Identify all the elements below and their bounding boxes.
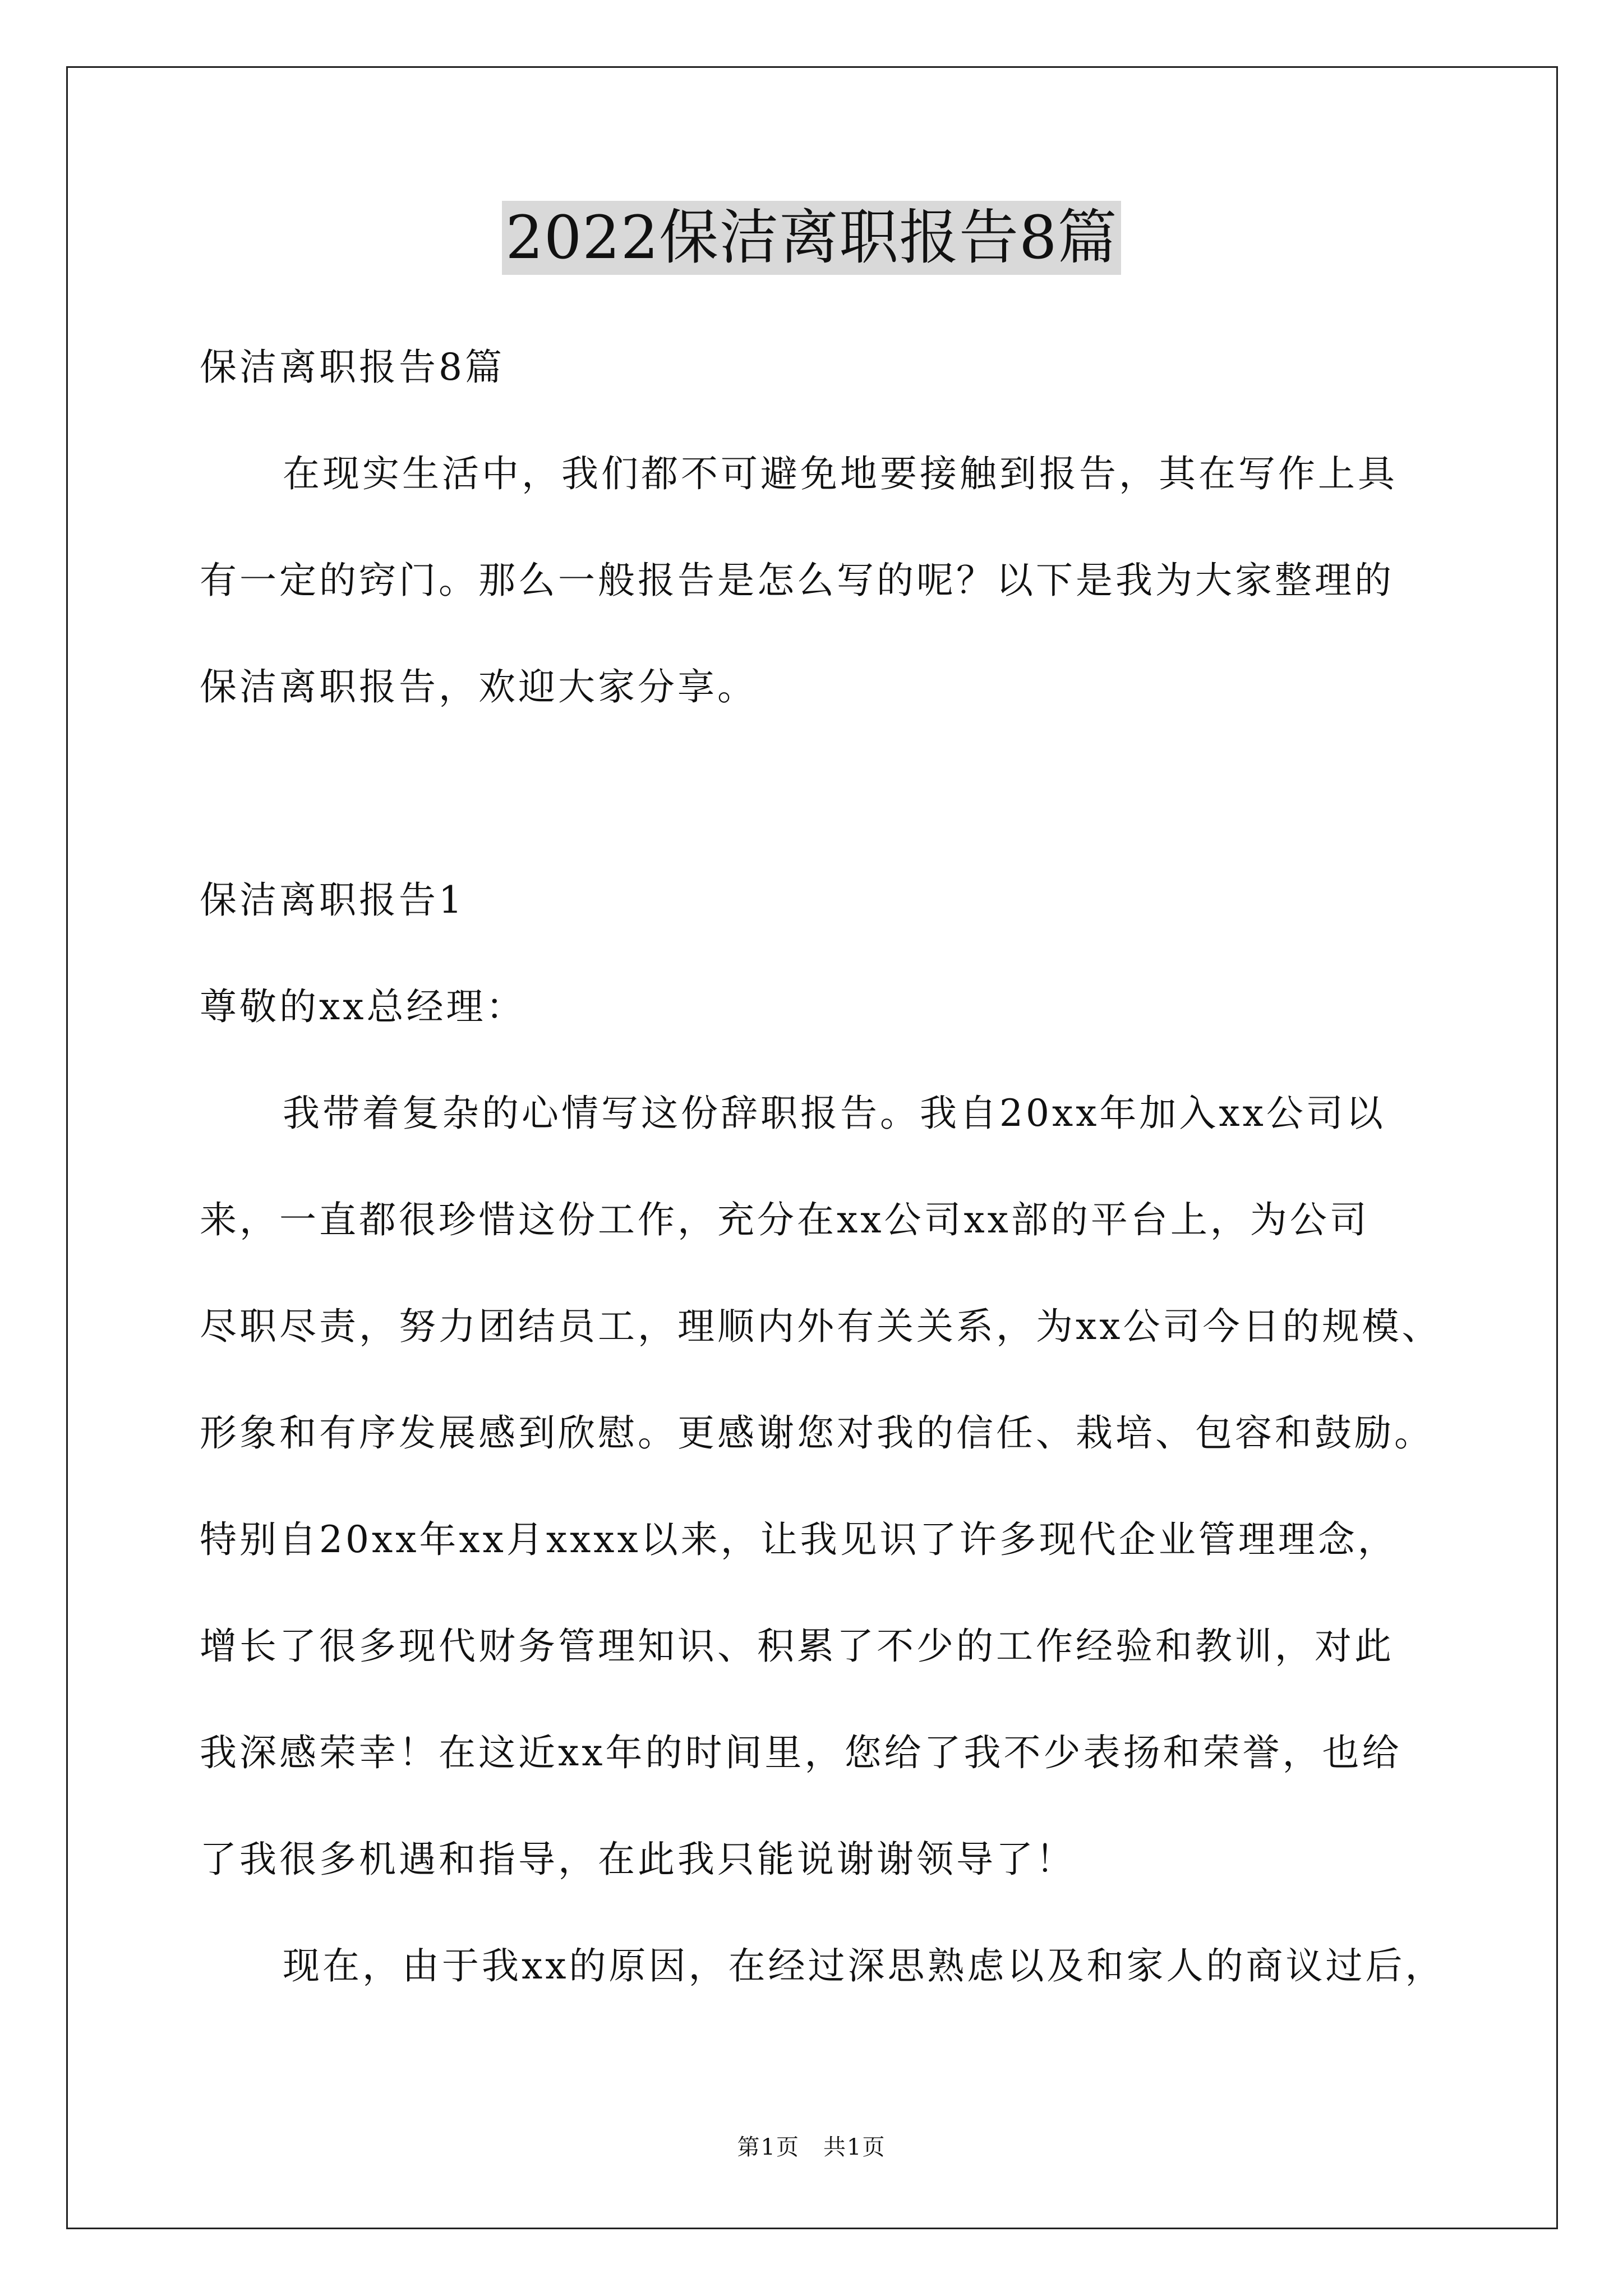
document-subtitle: 保洁离职报告8篇 [200, 346, 505, 389]
page-footer [0, 2132, 1623, 2163]
body-line: 来，一直都很珍惜这份工作，充分在xx公司xx部的平台上，为公司 [200, 1198, 1370, 1241]
intro-line: 在现实生活中，我们都不可避免地要接触到报告，其在写作上具 [283, 452, 1398, 495]
intro-line: 有一定的窍门。那么一般报告是怎么写的呢？以下是我为大家整理的 [200, 559, 1394, 602]
body-line: 了我很多机遇和指导，在此我只能说谢谢领导了！ [200, 1838, 1076, 1881]
body-line: 尽职尽责，努力团结员工，理顺内外有关关系，为xx公司今日的规模、 [200, 1305, 1442, 1348]
document-title: 2022保洁离职报告8篇 [502, 201, 1121, 275]
salutation: 尊敬的xx总经理： [200, 985, 526, 1028]
title-area [0, 201, 1623, 275]
body-line: 我带着复杂的心情写这份辞职报告。我自20xx年加入xx公司以 [283, 1092, 1386, 1135]
body-line: 我深感荣幸！在这近xx年的时间里，您给了我不少表扬和荣誉，也给 [200, 1731, 1402, 1774]
body-line: 增长了很多现代财务管理知识、积累了不少的工作经验和教训，对此 [200, 1625, 1394, 1668]
document-body [200, 314, 1445, 2019]
blank-line [200, 740, 1433, 847]
intro-line: 保洁离职报告，欢迎大家分享。 [200, 665, 757, 708]
section-heading: 保洁离职报告1 [200, 878, 465, 922]
page-number: 第1页 共1页 [737, 2134, 886, 2160]
body-last-line: 现在，由于我xx的原因，在经过深思熟虑以及和家人的商议过后， [283, 1944, 1445, 1987]
body-line: 形象和有序发展感到欣慰。更感谢您对我的信任、栽培、包容和鼓励。 [200, 1411, 1434, 1455]
body-line: 特别自20xx年xx月xxxx以来，让我见识了许多现代企业管理理念， [200, 1518, 1398, 1561]
